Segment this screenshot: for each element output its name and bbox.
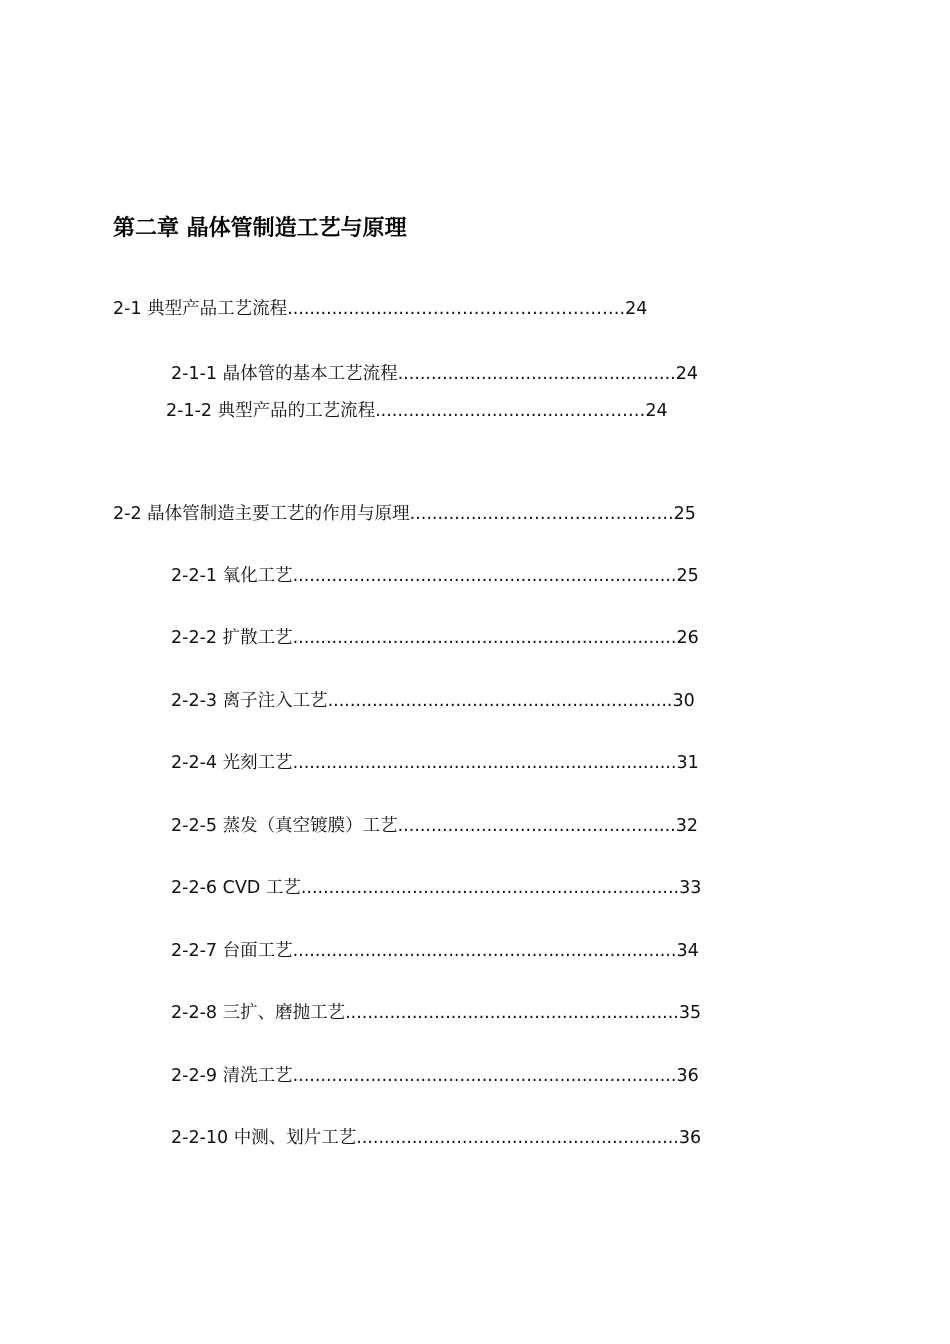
toc-entry-text: 2-2-2 扩散工艺 <box>171 628 293 648</box>
toc-page-number: 33 <box>679 878 702 898</box>
toc-leader-dots: ......................………………………………. <box>287 299 626 319</box>
toc-entry-2-2-10 <box>171 1126 701 1150</box>
toc-entry-text: 2-1 典型产品工艺流程 <box>113 299 288 319</box>
toc-entry-text: 2-2-10 中测、划片工艺 <box>171 1128 357 1148</box>
toc-page-number: 25 <box>676 566 699 586</box>
toc-leader-dots: .................................................. <box>397 364 676 384</box>
toc-entry-2-1 <box>113 297 647 321</box>
toc-page-number: 24 <box>625 299 648 319</box>
toc-entry-2-2-3 <box>171 689 695 713</box>
toc-entry-2-2-1 <box>171 564 699 588</box>
toc-page-number: 24 <box>675 364 699 384</box>
toc-entry-2-2-9 <box>171 1064 699 1088</box>
toc-page-number: 36 <box>678 1128 702 1148</box>
toc-entry-2-1-1 <box>171 362 698 386</box>
toc-entry-2-2-7 <box>171 939 699 963</box>
toc-page-number: 34 <box>676 941 699 961</box>
toc-leader-dots: .................................................. <box>397 816 676 836</box>
toc-entry-2-2-5 <box>171 814 698 838</box>
toc-leader-dots: ...............…………………………. <box>409 504 674 524</box>
toc-entry-text: 2-2-9 清洗工艺 <box>171 1066 293 1086</box>
toc-entry-text: 2-2-8 三扩、磨抛工艺 <box>171 1003 346 1023</box>
toc-leader-dots: ............................................................ <box>345 1003 679 1023</box>
toc-leader-dots: .......................................................... <box>356 1128 679 1148</box>
toc-leader-dots: ..................................................................... <box>292 941 677 961</box>
toc-page-number: 26 <box>676 628 699 648</box>
toc-page-number: 25 <box>673 504 696 524</box>
toc-leader-dots: ....................................………… <box>375 401 646 421</box>
toc-leader-dots: ..................................................................... <box>292 753 677 773</box>
chapter-title: 第二章 晶体管制造工艺与原理 <box>113 216 407 241</box>
toc-entry-2-2-8 <box>171 1001 701 1025</box>
toc-page-number: 32 <box>675 816 699 836</box>
toc-entry-2-2-4 <box>171 751 699 775</box>
toc-leader-dots: ..................................................................... <box>292 566 677 586</box>
toc-page-number: 36 <box>676 1066 699 1086</box>
toc-entry-2-2-6 <box>171 876 701 900</box>
toc-entry-text: 2-2-6 CVD 工艺 <box>171 878 301 898</box>
toc-entry-text: 2-2-7 台面工艺 <box>171 941 293 961</box>
toc-entry-2-1-2 <box>166 399 668 423</box>
toc-entry-text: 2-2-3 离子注入工艺 <box>171 691 328 711</box>
toc-entry-text: 2-2 晶体管制造主要工艺的作用与原理 <box>113 504 410 524</box>
toc-page-number: 35 <box>678 1003 702 1023</box>
toc-leader-dots: ..................................................................... <box>292 628 677 648</box>
toc-entry-text: 2-2-4 光刻工艺 <box>171 753 293 773</box>
toc-entry-2-2 <box>113 502 696 526</box>
toc-entry-text: 2-1-2 典型产品的工艺流程 <box>166 401 376 421</box>
toc-leader-dots: .............................................................. <box>327 691 673 711</box>
toc-leader-dots: ..................................................................... <box>292 1066 677 1086</box>
toc-entry-text: 2-2-5 蒸发（真空镀膜）工艺 <box>171 816 398 836</box>
toc-page-number: 24 <box>645 401 668 421</box>
toc-page-number: 30 <box>672 691 695 711</box>
toc-entry-text: 2-1-1 晶体管的基本工艺流程 <box>171 364 398 384</box>
toc-entry-2-2-2 <box>171 626 699 650</box>
toc-page-number: 31 <box>676 753 699 773</box>
toc-entry-text: 2-2-1 氧化工艺 <box>171 566 293 586</box>
toc-leader-dots: .................................................................... <box>300 878 680 898</box>
